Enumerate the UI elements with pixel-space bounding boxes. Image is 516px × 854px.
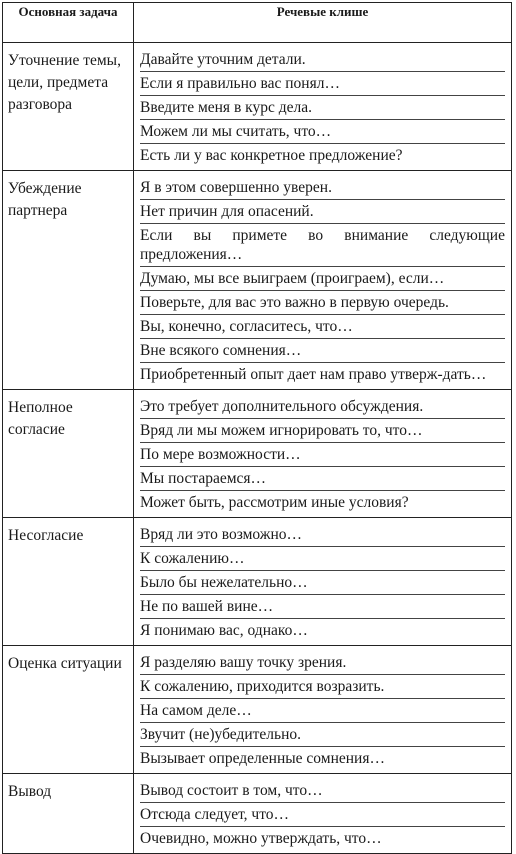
phrase-item: Вне всякого сомнения… — [140, 339, 505, 363]
phrase-item: Поверьте, для вас это важно в первую очередь. — [140, 291, 505, 315]
phrase-item: Введите меня в курс дела. — [140, 96, 505, 120]
phrase-item: Вы, конечно, согласитесь, что… — [140, 315, 505, 339]
phrase-item: Звучит (не)убедительно. — [140, 723, 505, 747]
phrases-cell — [134, 171, 512, 390]
phrase-item: Я разделяю вашу точку зрения. — [140, 651, 505, 675]
phrase-item: Есть ли у вас конкретное предложение? — [140, 147, 403, 164]
phrase-item: Вряд ли это возможно… — [140, 523, 505, 547]
phrase-item: На самом деле… — [140, 699, 505, 723]
phrases-cell — [134, 390, 512, 518]
task-cell: Оценка ситуации — [3, 646, 134, 774]
phrase-item: Я в этом совершенно уверен. — [140, 176, 505, 200]
phrase-item: Было бы нежелательно… — [140, 571, 505, 595]
phrase-item: Вряд ли мы можем игнорировать то, что… — [140, 419, 505, 443]
task-cell: Неполное согласие — [3, 390, 134, 518]
phrase-item: Если вы примете во внимание следующие предложения… — [140, 224, 505, 267]
phrase-item: Приобретенный опыт дает нам право утверж-дать… — [140, 366, 487, 383]
phrases-cell — [134, 774, 512, 854]
header-phrases: Речевые клише — [134, 3, 512, 43]
phrase-item: Если я правильно вас понял… — [140, 72, 505, 96]
task-cell: Несогласие — [3, 518, 134, 646]
phrase-item: Это требует дополнительного обсуждения. — [140, 395, 505, 419]
header-task: Основная задача — [3, 3, 134, 43]
phrase-item: Вызывает определенные сомнения… — [140, 750, 385, 767]
task-cell: Уточнение темы, цели, предмета разговора — [3, 43, 134, 171]
speech-cliche-table — [2, 2, 512, 854]
phrase-item: Я понимаю вас, однако… — [140, 622, 308, 639]
table-row — [3, 43, 512, 171]
table-body — [3, 43, 512, 854]
table-row — [3, 646, 512, 774]
phrase-item: Нет причин для опасений. — [140, 200, 505, 224]
phrases-cell — [134, 518, 512, 646]
phrase-item: Очевидно, можно утверждать, что… — [140, 830, 382, 847]
phrases-cell — [134, 43, 512, 171]
phrase-item: К сожалению… — [140, 547, 505, 571]
phrase-item: Может быть, рассмотрим иные условия? — [140, 494, 409, 511]
task-cell: Вывод — [3, 774, 134, 854]
phrase-item: Вывод состоит в том, что… — [140, 779, 505, 803]
phrase-item: Отсюда следует, что… — [140, 803, 505, 827]
phrase-item: К сожалению, приходится возразить. — [140, 675, 505, 699]
table-row — [3, 518, 512, 646]
phrase-item: Не по вашей вине… — [140, 595, 505, 619]
table-row — [3, 171, 512, 390]
table-header-row — [3, 3, 512, 43]
phrases-cell — [134, 646, 512, 774]
table-row — [3, 390, 512, 518]
table-row — [3, 774, 512, 854]
phrase-item: По мере возможности… — [140, 443, 505, 467]
phrase-item: Давайте уточним детали. — [140, 48, 505, 72]
phrase-item: Мы постараемся… — [140, 467, 505, 491]
phrase-item: Можем ли мы считать, что… — [140, 120, 505, 144]
task-cell: Убеждение партнера — [3, 171, 134, 390]
phrase-item: Думаю, мы все выиграем (проиграем), если… — [140, 267, 505, 291]
